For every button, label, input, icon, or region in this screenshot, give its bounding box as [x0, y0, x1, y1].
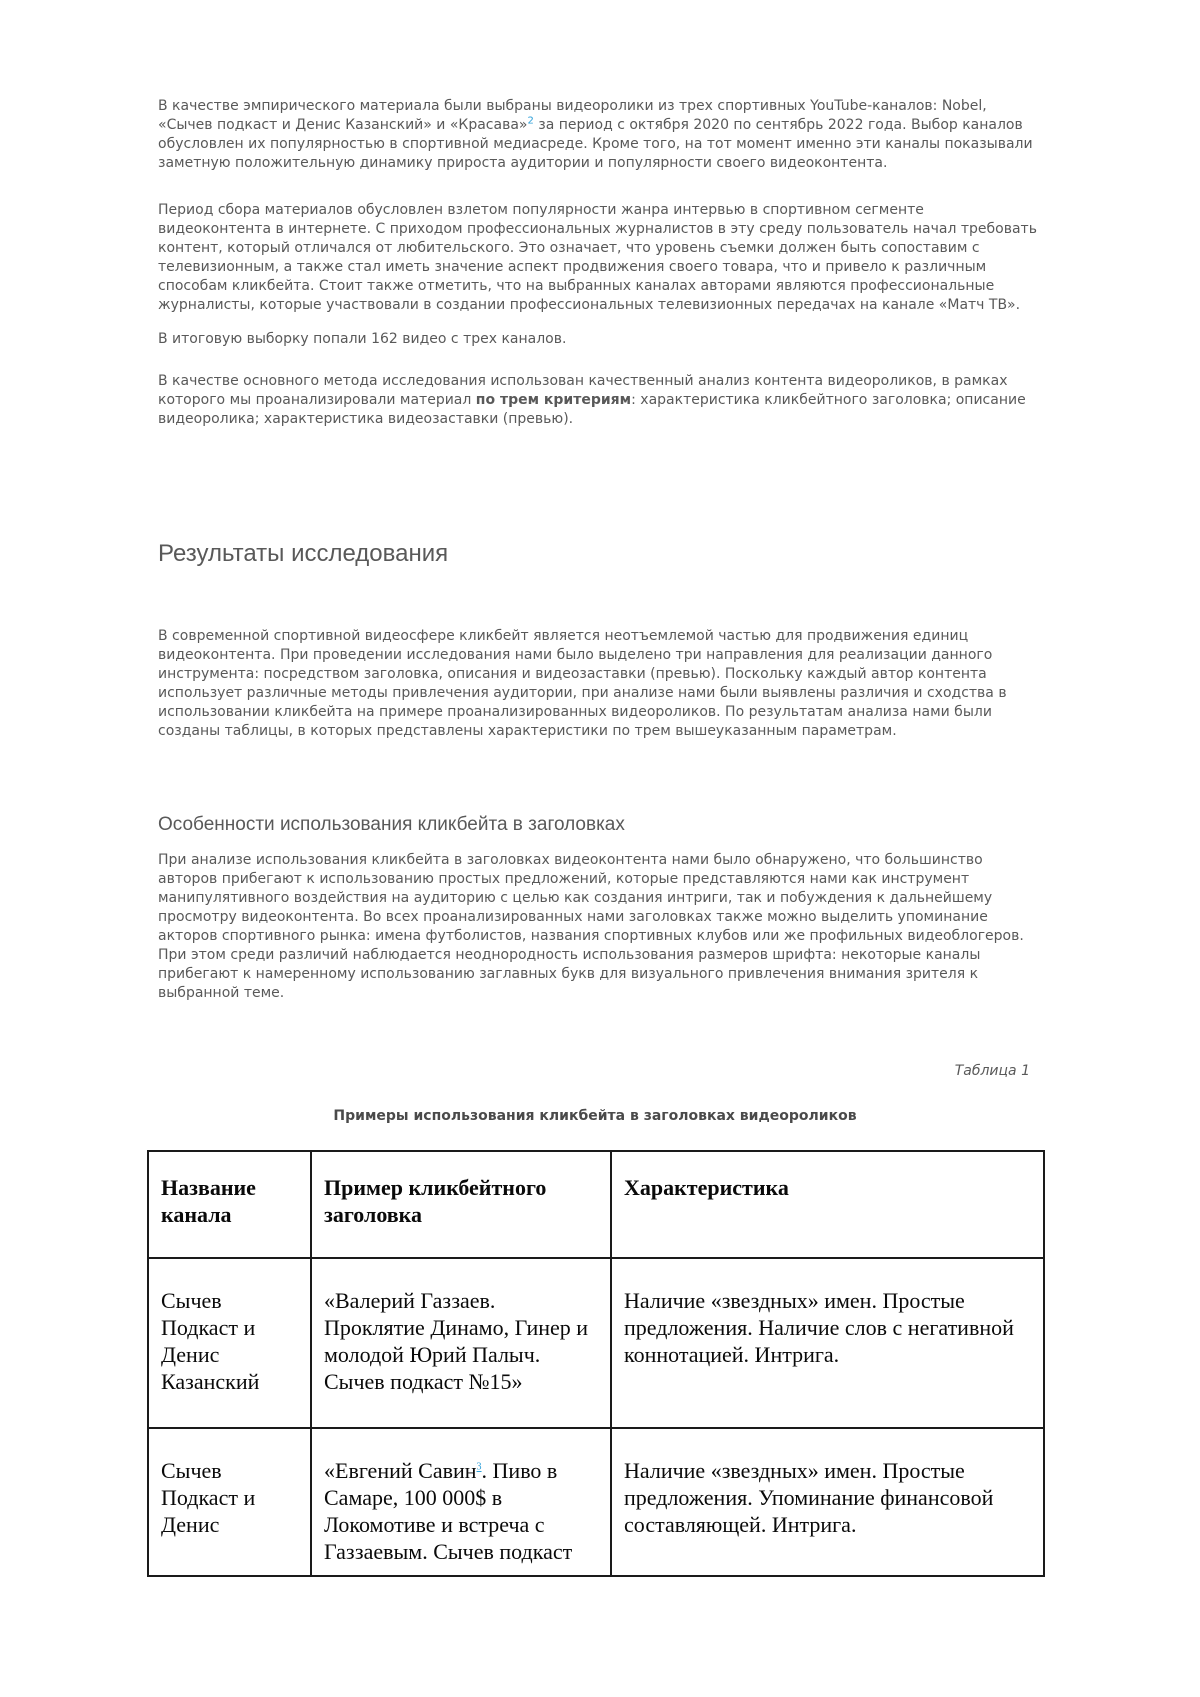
paragraph-results-overview: В современной спортивной видеосфере кликбейт является неотъемлемой частью для продвижения единиц видеоконтента. При проведении исследования нами было выделено три направления для реализации данного инструмента: посредством заголовка, описания и видеозаставки (превью). Поскольку каждый автор контента использует различные методы привлечения аудитории, при анализе нами были выявлены различия и сходства в использовании кликбейта на примере проанализированных видеороликов. По результатам анализа нами были созданы таблицы, в которых представлены характеристики по трем вышеуказанным параметрам.	[158, 628, 1007, 739]
clickbait-examples-table	[147, 1150, 1045, 1577]
table-row	[148, 1428, 1044, 1576]
cell-channel-name: Сычев Подкаст и Денис Казанский	[148, 1258, 311, 1428]
cell-channel-name: Сычев Подкаст и Денис	[148, 1428, 311, 1576]
paragraph-text: В качестве эмпирического материала были выбраны видеоролики из трех спортивных YouTube-каналов: Nobel, «Сычев подкаст и Денис Казанский» и «Красава»	[158, 98, 987, 133]
subsection-heading-clickbait-titles: Особенности использования кликбейта в заголовках	[158, 814, 625, 835]
cell-clickbait-title	[311, 1428, 611, 1576]
table-caption: Примеры использования кликбейта в заголовках видеороликов	[333, 1108, 857, 1124]
cell-text: . Пиво в Самаре, 100 000$ в Локомотиве и встреча с Газзаевым. Сычев подкаст	[324, 1458, 573, 1564]
paragraph-empirical-material	[158, 97, 1040, 173]
footnote-link-3[interactable]: 3	[476, 1461, 482, 1473]
cell-characteristic: Наличие «звездных» имен. Простые предложения. Наличие слов с негативной коннотацией. Интрига.	[611, 1258, 1044, 1428]
paragraph-sample-size: В итоговую выборку попали 162 видео с трех каналов.	[158, 331, 567, 347]
section-heading-results: Результаты исследования	[158, 540, 449, 567]
column-header-clickbait-example: Пример кликбейтного заголовка	[311, 1151, 611, 1258]
paragraph-text: за период с октября 2020 по сентябрь 2022 года. Выбор каналов обусловлен их популярностью в спортивной медиасреде. Кроме того, на тот момент именно эти каналы показывали заметную положительную динамику прироста аудитории и популярности своего видеоконтента.	[158, 117, 1033, 171]
table-row	[148, 1258, 1044, 1428]
footnote-link-2[interactable]: 2	[527, 115, 534, 127]
table-number-label: Таблица 1	[954, 1063, 1030, 1079]
cell-text: «Евгений Савин	[324, 1458, 477, 1483]
cell-characteristic: Наличие «звездных» имен. Простые предложения. Упоминание финансовой составляющей. Интрига.	[611, 1428, 1044, 1576]
cell-clickbait-title: «Валерий Газзаев. Проклятие Динамо, Гинер и молодой Юрий Палыч. Сычев подкаст №15»	[311, 1258, 611, 1428]
paragraph-method	[158, 372, 1040, 429]
paragraph-collection-period: Период сбора материалов обусловлен взлетом популярности жанра интервью в спортивном сегменте видеоконтента в интернете. С приходом профессиональных журналистов в эту среду пользователь начал требовать контент, который отличался от любительского. Это означает, что уровень съемки должен быть сопоставим с телевизионным, а также стал иметь значение аспект продвижения своего товара, что и привело к различным способам кликбейта. Стоит также отметить, что на выбранных каналах авторами являются профессиональные журналисты, которые участвовали в создании профессиональных телевизионных передачах на канале «Матч ТВ».	[158, 202, 1037, 313]
three-criteria-emphasis: по трем критериям	[475, 392, 632, 408]
paragraph-text: : характеристика кликбейтного заголовка; описание видеоролика; характеристика видеозаставки (превью).	[158, 392, 1026, 427]
table-header-row	[148, 1151, 1044, 1258]
paragraph-titles-analysis: При анализе использования кликбейта в заголовках видеоконтента нами было обнаружено, что большинство авторов прибегают к использованию простых предложений, которые представляются нами как инструмент манипулятивного воздействия на аудиторию с целью как создания интриги, так и побуждения к дальнейшему просмотру видеоконтента. Во всех проанализированных нами заголовках также можно выделить упоминание акторов спортивного рынка: имена футболистов, названия спортивных клубов или же профильных видеоблогеров. При этом среди различий наблюдается неоднородность использования размеров шрифта: некоторые каналы прибегают к намеренному использованию заглавных букв для визуального привлечения внимания зрителя к выбранной теме.	[158, 852, 1024, 1001]
column-header-channel-name: Название канала	[148, 1151, 311, 1258]
paragraph-text: В качестве основного метода исследования использован качественный анализ контента видеороликов, в рамках которого мы проанализировали материал	[158, 373, 1008, 408]
column-header-characteristic: Характеристика	[611, 1151, 1044, 1258]
